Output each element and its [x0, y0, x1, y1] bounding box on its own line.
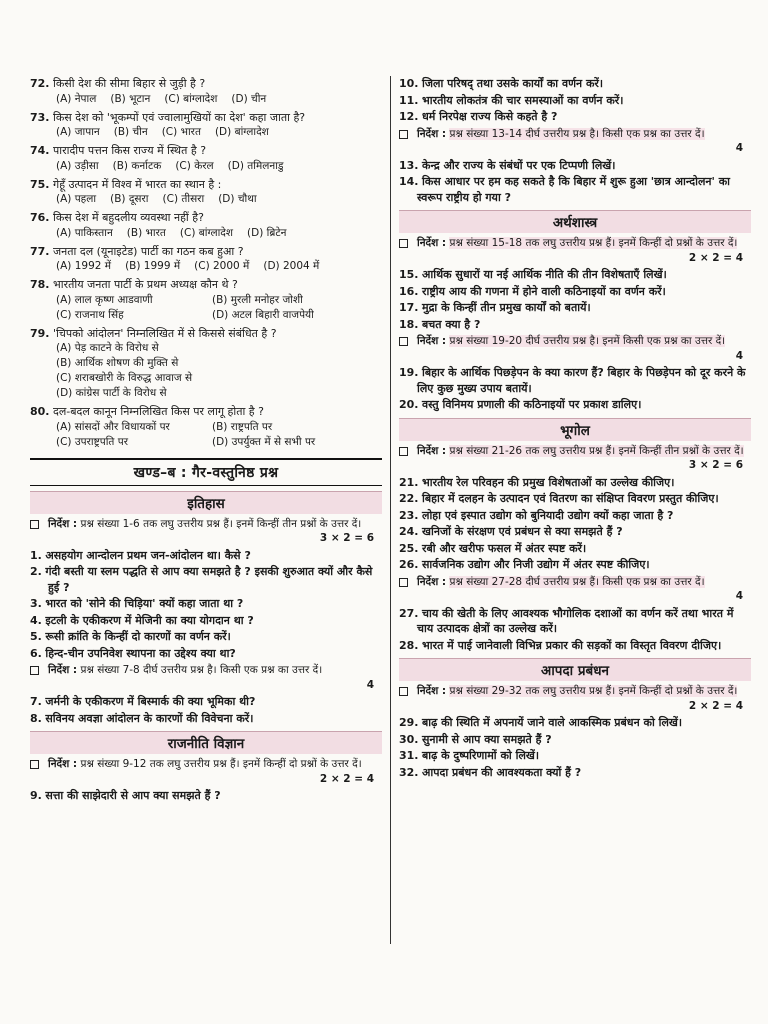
- option: (B) 1999 में: [125, 260, 181, 272]
- polsci-long-list: [399, 158, 751, 206]
- question-text: धर्म निरपेक्ष राज्य किसे कहते है ?: [422, 110, 558, 123]
- option: (A) नेपाल: [56, 92, 97, 105]
- options: [30, 420, 382, 450]
- question-item: [30, 596, 382, 612]
- question-item: [30, 613, 382, 629]
- question-text: 'चिपको आंदोलन' निम्नलिखित में से किससे संबंधित है ?: [53, 326, 277, 340]
- question-text: भारतीय लोकतंत्र की चार समस्याओं का वर्णन करें।: [422, 93, 624, 107]
- question-text: सार्वजनिक उद्योग और निजी उद्योग में अंतर स्पष्ट कीजिए।: [422, 558, 650, 571]
- instruction-label: निर्देश :: [48, 758, 78, 770]
- question-item: [399, 748, 751, 764]
- option: (D) उपर्युक्त में से सभी पर: [212, 435, 316, 448]
- option: (D) कांग्रेस पार्टी के विरोध से: [56, 387, 167, 399]
- mcq-79: [30, 326, 382, 402]
- question-number: 5.: [30, 630, 42, 643]
- option: (D) 2004 में: [263, 260, 320, 272]
- history-long-list: [30, 694, 382, 726]
- question-item: [399, 174, 751, 205]
- question-text: किसी देश की सीमा बिहार से जुड़ी है ?: [53, 77, 206, 90]
- instruction-text: प्रश्न संख्या 7-8 दीर्घ उत्तरीय प्रश्न है। किसी एक प्रश्न का उत्तर दें।: [80, 664, 323, 676]
- checkbox-icon: [399, 447, 408, 456]
- option: (D) चीन: [231, 92, 267, 105]
- option: (A) पहला: [56, 193, 97, 205]
- option: (B) आर्थिक शोषण की मुक्ति से: [56, 357, 179, 369]
- question-item: [399, 557, 751, 573]
- option: (B) चीन: [113, 126, 148, 138]
- question-text: भारतीय रेल परिवहन की प्रमुख विशेषताओं का उल्लेख कीजिए।: [422, 475, 675, 489]
- options: [30, 92, 382, 107]
- checkbox-icon: [399, 337, 408, 346]
- question-text: पारादीप पत्तन किस राज्य में स्थित है ?: [53, 144, 207, 157]
- question-number: 80.: [30, 405, 50, 418]
- option: (D) बांग्लादेश: [214, 126, 269, 138]
- polsci-short-list: [30, 788, 382, 804]
- question-text: किस देश को 'भूकम्पों एवं ज्वालामुखियों का देश' कहा जाता है?: [53, 110, 306, 124]
- instruction: [399, 684, 751, 713]
- options: [30, 293, 382, 323]
- option: (C) शराबखोरी के विरुद्ध आवाज से: [56, 372, 193, 384]
- instruction: [30, 757, 382, 786]
- question-number: 6.: [30, 646, 42, 660]
- option: (B) दूसरा: [110, 193, 149, 205]
- question-item: [399, 508, 751, 524]
- section-b-heading: खण्ड–ब : गैर-वस्तुनिष्ठ प्रश्न: [30, 458, 382, 486]
- question-item: [399, 397, 751, 413]
- mcq-list: [30, 76, 382, 274]
- instruction-label: निर्देश :: [417, 575, 447, 588]
- question-text: किस देश में बहुदलीय व्यवस्था नहीं है?: [53, 211, 204, 224]
- question-text: सुनामी से आप क्या समझते हैं ?: [422, 732, 552, 746]
- options: [30, 259, 382, 274]
- question-number: 14.: [399, 175, 419, 188]
- marks: 2 × 2 = 4: [319, 772, 374, 785]
- question-text: खनिजों के संरक्षण एवं प्रबंधन से क्या समझते हैं ?: [422, 525, 623, 538]
- question-text: भारत को 'सोने की चिड़िया' क्यों कहा जाता था ?: [45, 597, 244, 610]
- question-number: 19.: [399, 366, 419, 379]
- question-item: [399, 732, 751, 748]
- question-number: 23.: [399, 508, 419, 522]
- question-text: जनता दल (यूनाइटेड) पार्टी का गठन कब हुआ ?: [53, 244, 244, 258]
- question-item: [399, 284, 751, 300]
- question-text: दल-बदल कानून निम्नलिखित किस पर लागू होता है ?: [53, 405, 264, 418]
- question-text: किस आधार पर हम कह सकते है कि बिहार में शुरू हुआ 'छात्र आन्दोलन' का स्वरूप राष्ट्रीय हो गया ?: [417, 175, 731, 204]
- question-item: [399, 317, 751, 333]
- option: (D) अटल बिहारी वाजपेयी: [212, 308, 314, 321]
- checkbox-icon: [30, 666, 39, 675]
- instruction-label: निर्देश :: [417, 127, 447, 140]
- question-number: 12.: [399, 110, 419, 123]
- question-text: राष्ट्रीय आय की गणना में होने वाली कठिनाइयों का वर्णन करें।: [422, 284, 666, 298]
- question-number: 15.: [399, 268, 419, 281]
- option: (A) पाकिस्तान: [56, 226, 113, 239]
- marks: 2 × 2 = 4: [688, 251, 743, 264]
- mcq-item: [30, 143, 382, 174]
- question-text: लोहा एवं इस्पात उद्योग को बुनियादी उद्योग क्यों कहा जाता है ?: [422, 508, 674, 522]
- checkbox-icon: [30, 520, 39, 529]
- question-item: [399, 365, 751, 396]
- question-number: 13.: [399, 158, 419, 172]
- question-number: 2.: [30, 565, 42, 578]
- question-item: [399, 524, 751, 540]
- question-text: रबी और खरीफ फसल में अंतर स्पष्ट करें।: [422, 541, 587, 555]
- question-text: आपदा प्रबंधन की आवश्यकता क्यों हैं ?: [422, 765, 582, 779]
- mcq-80: [30, 404, 382, 450]
- question-text: जर्मनी के एकीकरण में बिस्मार्क की क्या भूमिका थी?: [45, 695, 256, 708]
- section-heading-geography: भूगोल: [399, 418, 751, 441]
- question-item: [30, 564, 382, 595]
- question-number: 16.: [399, 284, 419, 298]
- question-number: 22.: [399, 492, 419, 505]
- question-number: 25.: [399, 541, 419, 555]
- question-item: [399, 715, 751, 731]
- question-text: चाय की खेती के लिए आवश्यक भौगोलिक दशाओं का वर्णन करें तथा भारत में चाय उत्पादक क्षेत्रों का उल्लेख करें।: [417, 606, 734, 635]
- question-text: हिन्द-चीन उपनिवेश स्थापना का उद्देश्य क्या था?: [45, 646, 236, 660]
- mcq-item: [30, 244, 382, 275]
- instruction-label: निर्देश :: [417, 237, 447, 249]
- instruction-label: निर्देश :: [417, 335, 447, 347]
- question-number: 27.: [399, 606, 419, 620]
- question-text: भारत में पाई जानेवाली विभिन्न प्रकार की सड़कों का विस्तृत विवरण दीजिए।: [422, 638, 722, 652]
- question-item: [30, 694, 382, 710]
- question-number: 76.: [30, 211, 50, 224]
- question-number: 79.: [30, 326, 50, 340]
- marks: 2 × 2 = 4: [688, 699, 743, 712]
- question-number: 32.: [399, 765, 419, 779]
- question-number: 75.: [30, 177, 50, 191]
- instruction-text: प्रश्न संख्या 19-20 दीर्घ उत्तरीय प्रश्न है। इनमें किसी एक प्रश्न का उत्तर दें।: [449, 335, 726, 347]
- question-number: 28.: [399, 638, 419, 652]
- economics-short-list: [399, 267, 751, 332]
- question-item: [30, 711, 382, 727]
- question-number: 10.: [399, 77, 419, 90]
- option: (D) ब्रिटेन: [247, 226, 287, 239]
- question-item: [399, 109, 751, 125]
- question-text: रूसी क्रांति के किन्हीं दो कारणों का वर्णन करें।: [45, 630, 231, 643]
- options: [30, 226, 382, 241]
- question-number: 18.: [399, 317, 419, 331]
- polsci-short-list-cont: [399, 76, 751, 125]
- question-text: वस्तु विनिमय प्रणाली की कठिनाइयों पर प्रकाश डालिए।: [422, 398, 642, 411]
- question-number: 17.: [399, 301, 419, 314]
- question-number: 31.: [399, 749, 419, 762]
- question-text: गंदी बस्ती या स्लम पद्धति से आप क्या समझते है ? इसकी शुरुआत क्यों और कैसे हुई ?: [45, 565, 373, 594]
- question-number: 72.: [30, 77, 50, 90]
- section-heading-history: इतिहास: [30, 491, 382, 514]
- question-item: [399, 765, 751, 781]
- geography-short-list: [399, 475, 751, 573]
- question-text: बचत क्या है ?: [422, 317, 481, 331]
- option: (C) केरल: [175, 159, 214, 172]
- mcq-item: [30, 76, 382, 107]
- option: (D) चौथा: [218, 193, 257, 205]
- options: [30, 341, 382, 401]
- checkbox-icon: [399, 687, 408, 696]
- options: [30, 125, 382, 140]
- instruction-label: निर्देश :: [417, 444, 447, 457]
- instruction: [30, 663, 382, 692]
- instruction-text: प्रश्न संख्या 15-18 तक लघु उत्तरीय प्रश्न हैं। इनमें किन्हीं दो प्रश्नों के उत्तर दें।: [449, 237, 738, 249]
- question-text: बाढ़ के दुष्परिणामों को लिखें।: [422, 749, 540, 762]
- instruction-label: निर्देश :: [417, 685, 447, 697]
- geography-long-list: [399, 606, 751, 654]
- question-number: 4.: [30, 613, 42, 627]
- options: [30, 192, 382, 207]
- mcq-item: [30, 210, 382, 241]
- question-text: जिला परिषद् तथा उसके कार्यों का वर्णन करें।: [422, 77, 604, 90]
- column-divider: [390, 76, 391, 944]
- question-number: 74.: [30, 144, 50, 157]
- question-item: [30, 548, 382, 564]
- question-number: 77.: [30, 244, 50, 258]
- question-number: 29.: [399, 716, 419, 729]
- question-number: 21.: [399, 475, 419, 489]
- options: [30, 159, 382, 174]
- question-number: 11.: [399, 93, 419, 107]
- question-number: 3.: [30, 597, 42, 610]
- instruction: [399, 334, 751, 363]
- question-text: मुद्रा के किन्हीं तीन प्रमुख कार्यों को बतायें।: [422, 301, 591, 314]
- question-number: 78.: [30, 278, 50, 291]
- option: (C) बांग्लादेश: [179, 226, 234, 239]
- instruction-text: प्रश्न संख्या 1-6 तक लघु उत्तरीय प्रश्न हैं। इनमें किन्हीं तीन प्रश्नों के उत्तर दें।: [80, 517, 362, 530]
- instruction-text: प्रश्न संख्या 9-12 तक लघु उत्तरीय प्रश्न हैं। इनमें किन्हीं दो प्रश्नों के उत्तर दें।: [80, 758, 362, 770]
- question-item: [399, 76, 751, 92]
- instruction-text: प्रश्न संख्या 27-28 दीर्घ उत्तरीय प्रश्न हैं। किसी एक प्रश्न का उत्तर दें।: [449, 575, 705, 588]
- checkbox-icon: [399, 239, 408, 248]
- option: (A) लाल कृष्ण आडवाणी: [56, 293, 153, 306]
- question-text: गेहूँ उत्पादन में विश्व में भारत का स्थान है :: [53, 177, 222, 191]
- checkbox-icon: [399, 578, 408, 587]
- marks: 4: [735, 349, 743, 362]
- question-number: 9.: [30, 789, 42, 802]
- question-number: 8.: [30, 711, 42, 725]
- economics-long-list: [399, 365, 751, 413]
- mcq-item: [30, 177, 382, 208]
- instruction-text: प्रश्न संख्या 13-14 दीर्घ उत्तरीय प्रश्न है। किसी एक प्रश्न का उत्तर दें।: [449, 127, 705, 140]
- instruction: [30, 517, 382, 546]
- option: (C) भारत: [161, 126, 201, 138]
- question-item: [399, 638, 751, 654]
- option: (B) राष्ट्रपति पर: [212, 420, 273, 433]
- section-heading-disaster: आपदा प्रबंधन: [399, 658, 751, 681]
- history-short-list: [30, 548, 382, 662]
- instruction: [399, 444, 751, 473]
- marks: 4: [366, 678, 374, 691]
- mcq-78: [30, 277, 382, 323]
- question-item: [399, 158, 751, 174]
- question-text: बिहार के आर्थिक पिछड़ेपन के क्या कारण हैं? बिहार के पिछड़ेपन को दूर करने के लिए कुछ मुख्य उपाय बतायें।: [417, 366, 746, 395]
- left-column: [30, 76, 382, 805]
- question-number: 26.: [399, 558, 419, 571]
- question-item: [399, 300, 751, 316]
- disaster-short-list: [399, 715, 751, 780]
- question-text: बाढ़ की स्थिति में अपनायें जाने वाले आकस्मिक प्रबंधन को लिखें।: [422, 716, 683, 729]
- instruction: [399, 575, 751, 604]
- question-number: 24.: [399, 525, 419, 538]
- question-number: 7.: [30, 695, 42, 708]
- checkbox-icon: [30, 760, 39, 769]
- question-item: [30, 646, 382, 662]
- instruction-label: निर्देश :: [48, 517, 78, 530]
- question-item: [30, 629, 382, 645]
- question-item: [399, 475, 751, 491]
- option: (A) 1992 में: [56, 260, 112, 272]
- question-text: आर्थिक सुधारों या नई आर्थिक नीति की तीन विशेषताएँ लिखें।: [422, 268, 667, 281]
- instruction: [399, 236, 751, 265]
- option: (A) उड़ीसा: [56, 159, 99, 172]
- option: (B) भारत: [126, 226, 166, 239]
- option: (B) भूटान: [110, 92, 151, 105]
- section-heading-economics: अर्थशास्त्र: [399, 210, 751, 233]
- question-item: [399, 606, 751, 637]
- instruction: [399, 127, 751, 156]
- section-heading-polsci: राजनीति विज्ञान: [30, 731, 382, 754]
- option: (A) जापान: [56, 126, 100, 138]
- question-text: भारतीय जनता पार्टी के प्रथम अध्यक्ष कौन थे ?: [53, 278, 238, 291]
- option: (C) 2000 में: [194, 260, 250, 272]
- option: (A) पेड़ काटने के विरोध से: [56, 342, 159, 354]
- instruction-label: निर्देश :: [48, 664, 78, 676]
- question-number: 30.: [399, 732, 419, 746]
- question-text: असहयोग आन्दोलन प्रथम जन-आंदोलन था। कैसे ?: [45, 548, 251, 562]
- instruction-text: प्रश्न संख्या 29-32 तक लघु उत्तरीय प्रश्न हैं। इनमें किन्हीं दो प्रश्नों के उत्तर दें।: [449, 685, 738, 697]
- question-item: [399, 93, 751, 109]
- instruction-text: प्रश्न संख्या 21-26 तक लघु उत्तरीय प्रश्न हैं। इनमें किन्हीं तीन प्रश्नों के उत्तर दें।: [449, 444, 744, 457]
- mcq-item: [30, 110, 382, 141]
- question-item: [399, 541, 751, 557]
- option: (B) मुरली मनोहर जोशी: [212, 293, 303, 306]
- question-text: इटली के एकीकरण में मेजिनी का क्या योगदान था ?: [45, 613, 254, 627]
- option: (C) तीसरा: [162, 193, 205, 205]
- option: (A) सांसदों और विधायकों पर: [56, 420, 170, 433]
- marks: 4: [735, 142, 743, 154]
- question-number: 1.: [30, 548, 42, 562]
- option: (C) बांग्लादेश: [164, 92, 218, 105]
- marks: 4: [735, 590, 743, 602]
- question-item: [399, 491, 751, 507]
- question-text: बिहार में दलहन के उत्पादन एवं वितरण का संक्षिप्त विवरण प्रस्तुत कीजिए।: [422, 492, 719, 505]
- question-item: [30, 788, 382, 804]
- question-item: [399, 267, 751, 283]
- question-number: 20.: [399, 398, 419, 411]
- right-column: [399, 76, 751, 781]
- question-number: 73.: [30, 110, 50, 124]
- option: (C) राजनाथ सिंह: [56, 308, 124, 321]
- option: (D) तमिलनाडु: [227, 159, 284, 172]
- question-text: सविनय अवज्ञा आंदोलन के कारणों की विवेचना करें।: [45, 711, 254, 725]
- question-text: केन्द्र और राज्य के संबंधों पर एक टिप्पणी लिखें।: [422, 158, 616, 172]
- marks: 3 × 2 = 6: [319, 532, 374, 544]
- checkbox-icon: [399, 130, 408, 139]
- option: (C) उपराष्ट्रपति पर: [56, 435, 128, 448]
- option: (B) कर्नाटक: [112, 159, 162, 172]
- marks: 3 × 2 = 6: [688, 459, 743, 471]
- question-text: सत्ता की साझेदारी से आप क्या समझते हैं ?: [45, 789, 221, 802]
